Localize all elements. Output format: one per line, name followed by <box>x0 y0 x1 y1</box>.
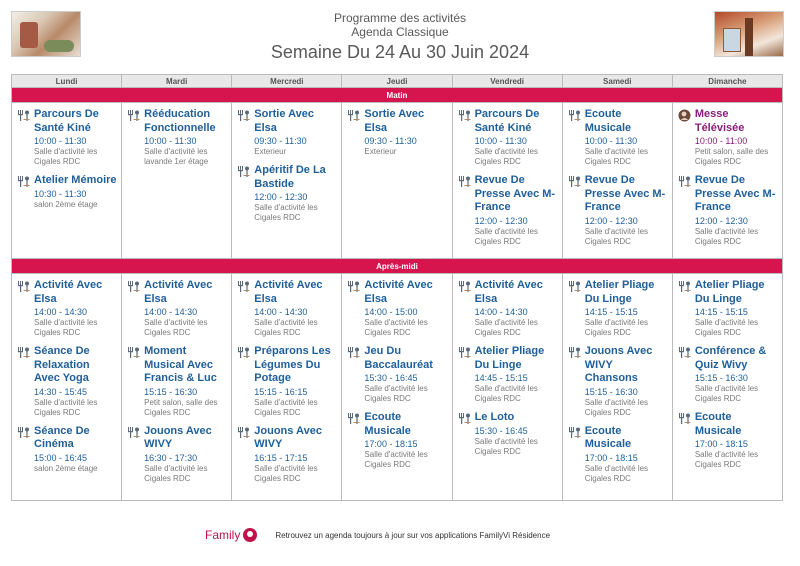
activity-item[interactable] <box>127 345 227 418</box>
activity-body <box>144 345 227 418</box>
activity-title: Atelier Pliage Du Linge <box>584 279 655 305</box>
activity-location: Salle d'activité les Cigales RDC <box>474 384 538 403</box>
activity-body <box>695 411 778 470</box>
activity-time: 15:15 - 16:15 <box>254 386 308 397</box>
activity-title: Revue De Presse Avec M-France <box>474 174 556 213</box>
activity-time: 14:00 - 14:30 <box>474 307 528 317</box>
footer-message: Retrouvez un agenda toujours à jour sur vos applications FamilyVi Résidence <box>275 530 551 540</box>
activity-time: 17:00 - 18:15 <box>364 439 418 449</box>
utensils-icon <box>127 279 144 338</box>
activity-body <box>34 108 117 167</box>
utensils-icon <box>347 279 364 338</box>
utensils-icon <box>237 345 254 418</box>
day-header-samedi: Samedi <box>562 75 672 88</box>
activity-body <box>34 425 117 474</box>
activity-title: Conférence & Quiz Wivy <box>694 345 767 371</box>
utensils-icon <box>17 425 34 474</box>
activity-time: 16:30 - 17:30 <box>144 452 198 463</box>
utensils-icon <box>458 279 475 338</box>
activity-location: Salle d'activité les Cigales RDC <box>474 226 538 246</box>
activity-body <box>695 345 778 404</box>
activity-location: Salle d'activité les Cigales RDC <box>364 318 428 337</box>
activity-body <box>254 108 337 157</box>
activity-body <box>695 279 778 338</box>
activity-location: Salle d'activité les Cigales RDC <box>364 384 428 403</box>
utensils-icon <box>127 108 144 167</box>
activity-time: 14:15 - 15:15 <box>694 307 748 317</box>
activity-item[interactable] <box>237 425 337 484</box>
activity-time: 09:30 - 11:30 <box>364 136 417 146</box>
activity-item[interactable] <box>458 279 558 338</box>
page-header <box>100 11 700 64</box>
footer <box>205 528 550 542</box>
utensils-icon <box>568 279 585 338</box>
activity-item[interactable] <box>17 174 117 210</box>
activity-time: 14:00 - 14:30 <box>34 307 88 317</box>
activity-body <box>254 164 337 223</box>
activity-time: 10:30 - 11:30 <box>34 188 87 199</box>
activity-location: Petit salon, salle des Cigales RDC <box>694 147 769 166</box>
afternoon-band-row <box>12 259 783 274</box>
activity-item[interactable] <box>568 108 668 167</box>
activity-time: 16:15 - 17:15 <box>254 452 308 463</box>
activity-body <box>585 108 668 167</box>
activity-time: 14:00 - 14:30 <box>144 307 198 317</box>
activity-title: Atelier Mémoire <box>34 174 117 186</box>
activity-location: Salle d'activité les Cigales RDC <box>34 318 98 337</box>
activity-item[interactable] <box>568 425 668 484</box>
activity-item[interactable] <box>237 164 337 223</box>
activity-title: Jeu Du Baccalauréat <box>364 345 433 371</box>
activity-location: Salle d'activité les Cigales RDC <box>474 318 538 337</box>
morning-cell-mardi <box>122 103 232 259</box>
activity-title: Moment Musical Avec Francis & Luc <box>144 345 217 384</box>
activity-location: Salle d'activité les Cigales RDC <box>474 436 538 456</box>
activity-title: Activité Avec Elsa <box>144 279 213 305</box>
activity-time: 15:00 - 16:45 <box>34 452 88 463</box>
activity-location: Salle d'activité les Cigales RDC <box>34 397 98 417</box>
afternoon-cell-samedi <box>562 274 672 501</box>
activity-title: Sortie Avec Elsa <box>364 108 425 134</box>
activity-title: Jouons Avec WIVY <box>144 424 212 450</box>
activity-title: Atelier Pliage Du Linge <box>694 279 765 305</box>
activity-time: 15:30 - 16:45 <box>364 373 418 383</box>
activity-time: 14:30 - 15:45 <box>34 386 88 397</box>
activity-location: Salle d'activité les Cigales RDC <box>694 450 759 469</box>
afternoon-cell-vendredi <box>452 274 562 501</box>
activity-location: Salle d'activité les Cigales RDC <box>254 463 318 483</box>
activity-time: 15:15 - 16:30 <box>584 386 638 397</box>
activity-title: Parcours De Santé Kiné <box>474 108 540 134</box>
activity-location: Salle d'activité les Cigales RDC <box>584 463 649 483</box>
familyvi-logo-icon <box>243 528 257 542</box>
activity-body <box>364 108 447 157</box>
activity-item[interactable] <box>347 279 447 338</box>
activity-item[interactable] <box>17 108 117 167</box>
utensils-icon <box>568 108 585 167</box>
afternoon-cell-mercredi <box>232 274 342 501</box>
prayer-icon <box>678 108 695 167</box>
activity-item[interactable] <box>568 345 668 418</box>
activity-body <box>475 345 558 404</box>
activity-title: Ecoute Musicale <box>584 108 632 134</box>
day-header-lundi: Lundi <box>12 75 122 88</box>
activity-item[interactable] <box>347 108 447 157</box>
activity-title: Ecoute Musicale <box>584 424 632 450</box>
residence-photo-left <box>11 11 81 57</box>
activity-body <box>364 345 447 404</box>
activity-body <box>695 174 778 247</box>
activity-time: 14:15 - 15:15 <box>584 307 638 317</box>
activity-title: Rééducation Fonctionnelle <box>144 108 216 134</box>
activity-title: Revue De Presse Avec M-France <box>584 174 666 213</box>
activity-location: Salle d'activité les Cigales RDC <box>254 203 318 222</box>
activity-location: Petit salon, salle des Cigales RDC <box>144 397 218 417</box>
activity-item[interactable] <box>458 411 558 457</box>
day-header-row <box>12 75 783 88</box>
activity-item[interactable] <box>347 345 447 404</box>
activity-title: Activité Avec Elsa <box>254 279 323 305</box>
activity-body <box>144 425 227 484</box>
activity-item[interactable] <box>458 108 558 167</box>
activity-time: 17:00 - 18:15 <box>584 452 638 463</box>
activity-title: Parcours De Santé Kiné <box>34 108 99 134</box>
utensils-icon <box>17 108 34 167</box>
utensils-icon <box>347 411 364 470</box>
activity-title: Jouons Avec WIVY <box>254 424 322 450</box>
activity-item[interactable] <box>127 425 227 484</box>
day-header-vendredi: Vendredi <box>452 75 562 88</box>
activity-location: Salle d'activité les Cigales RDC <box>144 318 208 337</box>
utensils-icon <box>678 345 695 404</box>
week-title: Semaine Du 24 Au 30 Juin 2024 <box>270 42 530 62</box>
activity-item[interactable] <box>127 108 227 167</box>
activity-title: Ecoute Musicale <box>694 411 742 437</box>
activity-title: Revue De Presse Avec M-France <box>694 174 776 213</box>
activity-item[interactable] <box>237 108 337 157</box>
activity-body <box>364 279 447 338</box>
activity-body <box>34 174 117 210</box>
familyvi-logo: Family <box>205 528 241 542</box>
day-header-dimanche: Dimanche <box>672 75 782 88</box>
utensils-icon <box>458 174 475 247</box>
activity-item[interactable] <box>678 108 778 167</box>
utensils-icon <box>17 345 34 418</box>
activity-location: Salle d'activité les Cigales RDC <box>584 318 649 337</box>
activity-time: 10:00 - 11:00 <box>694 136 748 146</box>
utensils-icon <box>678 279 695 338</box>
activity-title: Activité Avec Elsa <box>34 279 103 305</box>
activity-body <box>144 279 227 338</box>
activity-body <box>695 108 778 167</box>
activity-time: 12:00 - 12:30 <box>584 215 638 226</box>
activity-body <box>585 425 668 484</box>
activity-body <box>254 425 337 484</box>
utensils-icon <box>17 174 34 210</box>
activity-body <box>475 108 558 167</box>
agenda-type: Agenda Classique <box>351 25 449 39</box>
day-header-mercredi: Mercredi <box>232 75 342 88</box>
activity-location: Exterieur <box>254 147 287 156</box>
utensils-icon <box>347 345 364 404</box>
morning-cell-dimanche <box>672 103 782 259</box>
activity-title: Séance De Relaxation Avec Yoga <box>34 345 90 384</box>
activity-time: 10:00 - 11:30 <box>34 136 87 146</box>
morning-cell-vendredi <box>452 103 562 259</box>
afternoon-cell-jeudi <box>342 274 452 501</box>
activity-time: 14:00 - 15:00 <box>364 307 418 317</box>
utensils-icon <box>237 108 254 157</box>
utensils-icon <box>458 345 475 404</box>
activity-location: Salle d'activité les Cigales RDC <box>144 463 208 483</box>
activity-body <box>585 174 668 247</box>
activity-title: Sortie Avec Elsa <box>254 108 314 134</box>
activity-body <box>475 174 558 247</box>
activity-time: 14:45 - 15:15 <box>474 373 528 383</box>
activity-item[interactable] <box>17 425 117 474</box>
activity-item[interactable] <box>347 411 447 470</box>
morning-cell-mercredi <box>232 103 342 259</box>
activity-title: Le Loto <box>474 411 515 423</box>
activity-title: Jouons Avec WIVY Chansons <box>584 345 653 384</box>
activity-title: Messe Télévisée <box>694 108 745 134</box>
utensils-icon <box>678 411 695 470</box>
utensils-icon <box>127 425 144 484</box>
activity-body <box>585 345 668 418</box>
utensils-icon <box>568 345 585 418</box>
activity-title: Ecoute Musicale <box>364 411 411 437</box>
activity-item[interactable] <box>568 174 668 247</box>
activity-time: 12:00 - 12:30 <box>694 215 748 226</box>
activity-body <box>475 279 558 338</box>
activity-time: 15:15 - 16:30 <box>694 373 748 383</box>
program-title: Programme des activités <box>333 11 467 25</box>
activity-item[interactable] <box>568 279 668 338</box>
utensils-icon <box>678 174 695 247</box>
activity-location: salon 2ème étage <box>34 199 98 209</box>
activity-location: Salle d'activité les Cigales RDC <box>474 147 538 166</box>
activity-time: 15:30 - 16:45 <box>474 425 528 436</box>
morning-band: Matin <box>12 88 783 103</box>
activity-location: Exterieur <box>364 147 397 156</box>
activity-item[interactable] <box>237 279 337 338</box>
afternoon-band: Après-midi <box>12 259 783 274</box>
activity-body <box>144 108 227 167</box>
weekly-agenda-table <box>11 74 783 501</box>
activity-time: 10:00 - 11:30 <box>474 136 527 146</box>
activity-title: Apéritif De La Bastide <box>254 164 326 190</box>
activity-time: 12:00 - 12:30 <box>254 192 308 202</box>
activity-time: 14:00 - 14:30 <box>254 307 308 317</box>
activity-title: Préparons Les Légumes Du Potage <box>254 345 331 384</box>
activity-location: Salle d'activité les Cigales RDC <box>584 397 649 417</box>
activity-time: 10:00 - 11:30 <box>144 136 197 146</box>
activity-location: Salle d'activité les Cigales RDC <box>694 384 759 403</box>
activity-body <box>34 345 117 418</box>
activity-time: 15:15 - 16:30 <box>144 386 198 397</box>
utensils-icon <box>568 174 585 247</box>
activity-item[interactable] <box>678 279 778 338</box>
activity-item[interactable] <box>678 411 778 470</box>
activity-location: Salle d'activité les Cigales RDC <box>694 318 759 337</box>
utensils-icon <box>237 279 254 338</box>
activity-body <box>34 279 117 338</box>
activity-location: salon 2ème étage <box>34 463 98 473</box>
utensils-icon <box>237 425 254 484</box>
activity-item[interactable] <box>678 345 778 404</box>
day-header-mardi: Mardi <box>122 75 232 88</box>
utensils-icon <box>17 279 34 338</box>
activity-body <box>475 411 558 457</box>
activity-time: 10:00 - 11:30 <box>584 136 638 146</box>
morning-cell-samedi <box>562 103 672 259</box>
activity-body <box>585 279 668 338</box>
activity-title: Atelier Pliage Du Linge <box>474 345 545 371</box>
morning-cell-jeudi <box>342 103 452 259</box>
activity-item[interactable] <box>458 345 558 404</box>
morning-row <box>12 103 783 259</box>
utensils-icon <box>237 164 254 223</box>
afternoon-cell-mardi <box>122 274 232 501</box>
activity-time: 17:00 - 18:15 <box>694 439 748 449</box>
activity-item[interactable] <box>127 279 227 338</box>
activity-body <box>254 345 337 418</box>
afternoon-cell-lundi <box>12 274 122 501</box>
activity-location: Salle d'activité les lavande 1er étage <box>144 147 209 166</box>
utensils-icon <box>458 411 475 457</box>
activity-location: Salle d'activité les Cigales RDC <box>254 318 318 337</box>
activity-location: Salle d'activité les Cigales RDC <box>694 226 759 246</box>
activity-location: Salle d'activité les Cigales RDC <box>584 226 649 246</box>
activity-item[interactable] <box>678 174 778 247</box>
activity-item[interactable] <box>458 174 558 247</box>
activity-title: Séance De Cinéma <box>34 424 90 450</box>
activity-time: 12:00 - 12:30 <box>474 215 528 226</box>
afternoon-row <box>12 274 783 501</box>
morning-band-row <box>12 88 783 103</box>
activity-title: Activité Avec Elsa <box>474 279 543 305</box>
activity-item[interactable] <box>17 279 117 338</box>
activity-item[interactable] <box>237 345 337 418</box>
activity-title: Activité Avec Elsa <box>364 279 433 305</box>
activity-location: Salle d'activité les Cigales RDC <box>584 147 649 166</box>
morning-cell-lundi <box>12 103 122 259</box>
utensils-icon <box>458 108 475 167</box>
residence-photo-right <box>714 11 784 57</box>
utensils-icon <box>347 108 364 157</box>
activity-item[interactable] <box>17 345 117 418</box>
utensils-icon <box>568 425 585 484</box>
day-header-jeudi: Jeudi <box>342 75 452 88</box>
activity-body <box>364 411 447 470</box>
activity-location: Salle d'activité les Cigales RDC <box>364 450 428 469</box>
activity-location: Salle d'activité les Cigales RDC <box>34 147 98 166</box>
activity-time: 09:30 - 11:30 <box>254 136 307 146</box>
utensils-icon <box>127 345 144 418</box>
activity-location: Salle d'activité les Cigales RDC <box>254 397 318 417</box>
afternoon-cell-dimanche <box>672 274 782 501</box>
activity-body <box>254 279 337 338</box>
